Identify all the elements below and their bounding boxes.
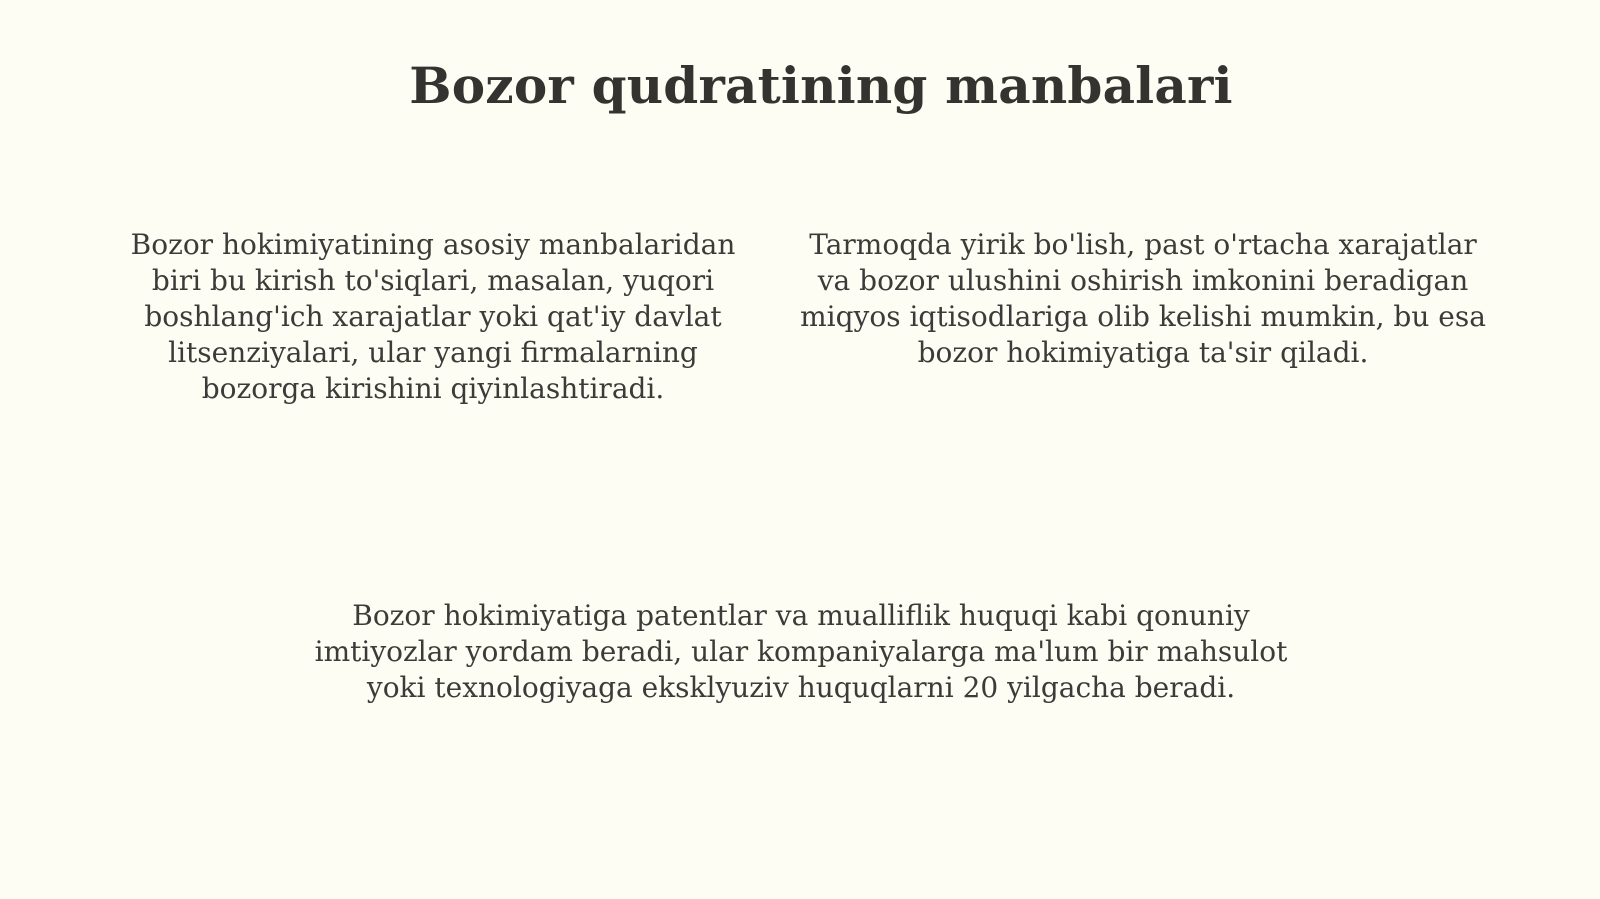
paragraph-barriers: Bozor hokimiyatining asosiy manbalaridan biri bu kirish to'siqlari, masalan, yuqori boshlang'ich xarajatlar yoki qat'iy davlat litsenziyalari, ular yangi firmalarning bozorga kirishini qiyinlashtiradi. [130, 228, 736, 405]
paragraph-economies-of-scale: Tarmoqda yirik bo'lish, past o'rtacha xarajatlar va bozor ulushini oshirish imkonini beradigan miqyos iqtisodlariga olib kelishi mumkin, bu esa bozor hokimiyatiga ta'sir qiladi. [800, 228, 1486, 369]
paragraph-legal-privileges: Bozor hokimiyatiga patentlar va mualliflik huquqi kabi qonuniy imtiyozlar yordam beradi, ular kompaniyalarga ma'lum bir mahsulot yoki texnologiyaga eksklyuziv huquqlarni 20 yilgacha beradi. [314, 599, 1288, 704]
slide-title: Bozor qudratining manbalari [409, 56, 1233, 115]
